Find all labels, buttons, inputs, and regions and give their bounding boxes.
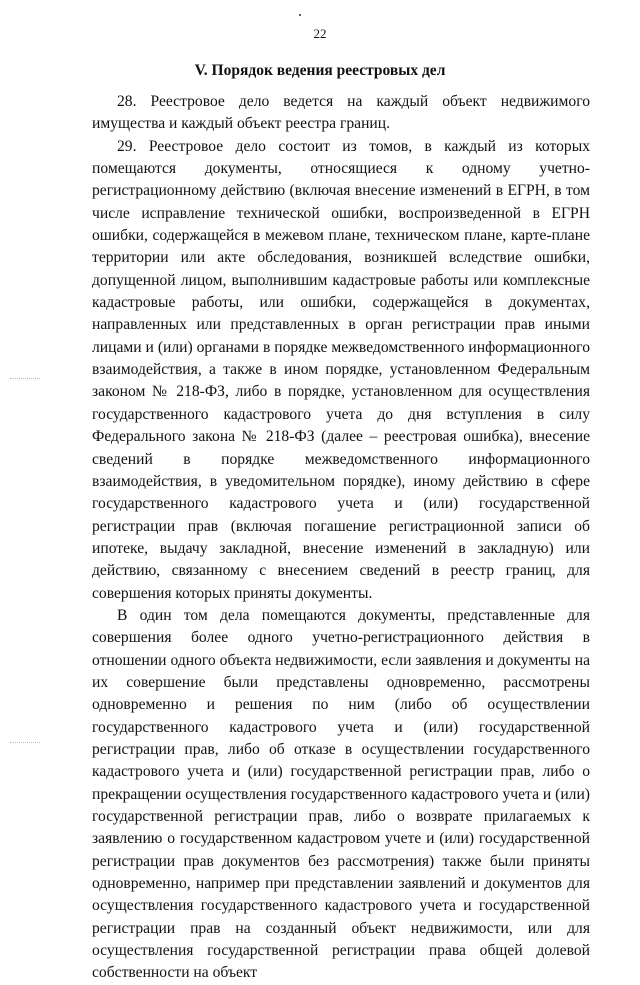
body-text xyxy=(92,91,590,985)
page-number: 22 xyxy=(313,26,327,41)
margin-scan-mark xyxy=(10,742,40,743)
paragraph-one-volume: В один том дела помещаются документы, представленные для совершения более одного учетно-регистрационного действия в отношении одного объекта недвижимости, если заявления и документы на их совершение были представлены одновременно, рассмотрены одновременно и решения по ним (либо об осуществлении государственного кадастрового учета и (или) государственной регистрации прав, либо об отказе в осуществлении государственного кадастрового учета и (или) государственной регистрации прав, либо о прекращении осуществления государственного кадастрового учета и (или) государственной регистрации прав, либо о возврате прилагаемых к заявлению о государственном кадастровом учете и (или) государственной регистрации прав документов без рассмотрения) также были приняты одновременно, например при представлении заявлений и документов для осуществления государственного кадастрового учета и государственной регистрации прав на созданный объект недвижимости, или для осуществления государственной регистрации права общей долевой собственности на объект xyxy=(92,606,590,982)
paragraph-28: 28. Реестровое дело ведется на каждый объект недвижимого имущества и каждый объект реестра границ. xyxy=(92,93,590,133)
paragraph-29: 29. Реестровое дело состоит из томов, в каждый из которых помещаются документы, относящиеся к одному учетно-регистрационному действию (включая внесение изменений в ЕГРН, в том числе исправление технической ошибки, воспроизведенной в ЕГРН ошибки, содержащейся в межевом плане, техническом плане, карте-плане территории или акте обследования, возникшей вследствие ошибки, допущенной лицом, выполнившим кадастровые работы или комплексные кадастровые работы, или ошибки, содержащейся в документах, направленных или представленных в орган регистрации прав иными лицами и (или) органами в порядке межведомственного информационного взаимодействия, а также в ином порядке, установленном Федеральным законом № 218-ФЗ, либо в порядке, установленном для осуществления государственного кадастрового учета до дня вступления в силу Федерального закона № 218-ФЗ (далее – реестровая ошибка), внесение сведений в порядке межведомственного информационного взаимодействия, в уведомительном порядке), иному действию в сфере государственного кадастрового учета и (или) государственной регистрации прав (включая погашение регистрационной записи об ипотеке, выдачу закладной, внесение изменений в закладную) или действию, связанному с внесением сведений в реестр границ, для совершения которых приняты документы. xyxy=(92,137,590,602)
margin-scan-mark xyxy=(10,378,40,379)
section-title: V. Порядок ведения реестровых дел xyxy=(194,62,446,79)
scan-artifact-dot xyxy=(299,14,301,16)
